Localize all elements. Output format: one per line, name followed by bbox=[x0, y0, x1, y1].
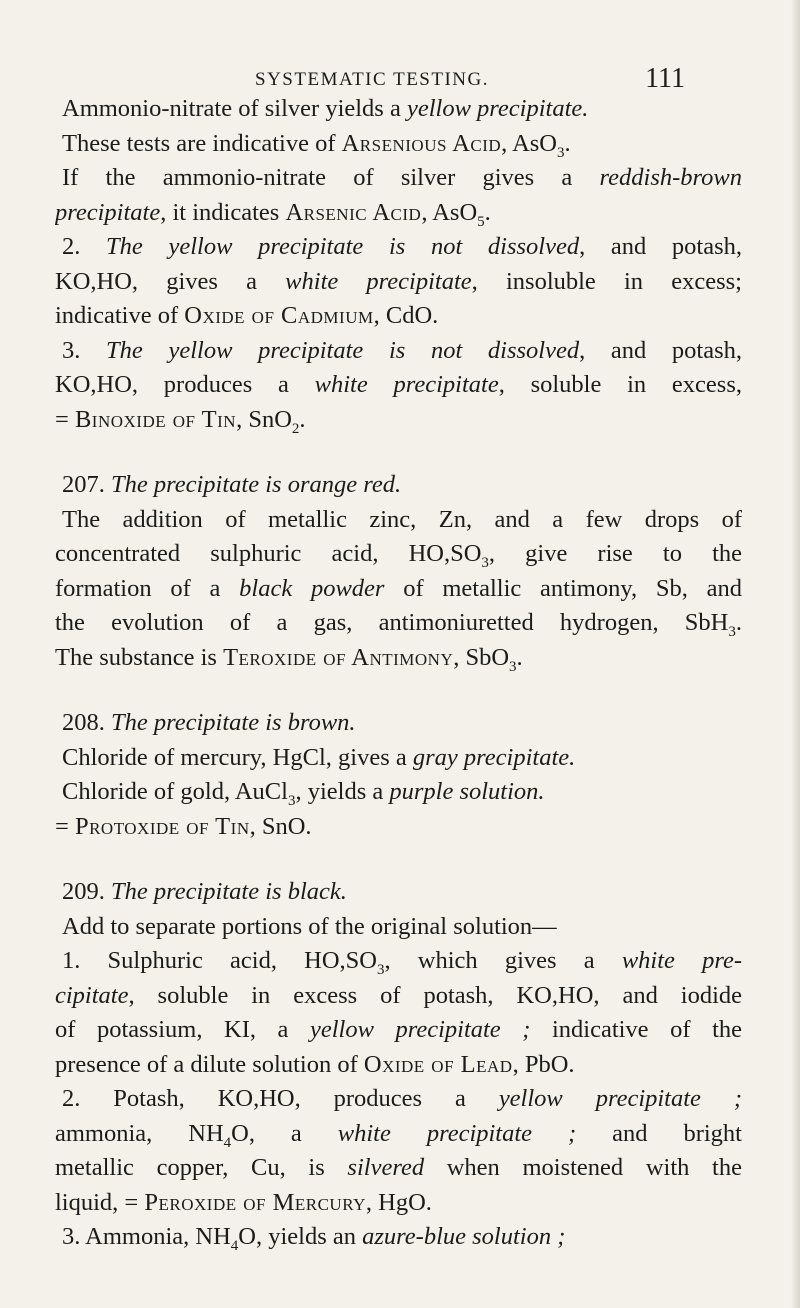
text-segment: = bbox=[55, 405, 75, 433]
small-caps-text: Oxide of Cadmium bbox=[184, 302, 374, 329]
italic-text: cipitate bbox=[55, 981, 129, 1009]
text-segment: concentrated sulphuric acid, HO,SO bbox=[55, 540, 482, 567]
text-segment: 207. bbox=[62, 471, 111, 498]
text-segment: , SbO bbox=[453, 643, 510, 671]
text-segment: O, yields an bbox=[238, 1223, 363, 1250]
text-segment: , soluble in excess of potash, KO,HO, and iodide bbox=[128, 981, 742, 1009]
text-line bbox=[55, 1117, 742, 1152]
text-line bbox=[55, 1048, 742, 1083]
text-line bbox=[62, 706, 742, 741]
body-text bbox=[55, 92, 742, 1255]
text-segment: , AsO bbox=[501, 129, 557, 157]
small-caps-text: Binoxide of Tin bbox=[74, 405, 237, 433]
text-segment: 2. Potash, KO,HO, produces a bbox=[62, 1085, 499, 1112]
text-segment: ammonia, NH bbox=[55, 1119, 224, 1147]
text-segment: . bbox=[735, 609, 742, 636]
text-segment: , SnO bbox=[236, 405, 292, 433]
text-segment: , insoluble in excess; bbox=[471, 267, 742, 295]
italic-text: purple solution. bbox=[389, 778, 545, 805]
text-line bbox=[62, 741, 742, 776]
italic-text: yellow precipitate ; bbox=[498, 1085, 742, 1112]
text-segment: 3. Ammonia, NH bbox=[62, 1223, 231, 1250]
text-segment: The addition of metallic zinc, Zn, and a few drops of bbox=[62, 505, 742, 533]
small-caps-text: Teroxide of Antimony bbox=[223, 643, 454, 671]
text-line bbox=[62, 875, 742, 910]
text-line bbox=[62, 503, 742, 538]
text-segment: of potassium, KI, a bbox=[55, 1016, 310, 1043]
text-segment: KO,HO, produces a bbox=[55, 371, 315, 398]
text-segment: 208. bbox=[62, 709, 111, 736]
text-segment: liquid, = bbox=[55, 1188, 145, 1216]
subscript: 4 bbox=[230, 1238, 239, 1254]
text-segment: presence of a dilute solution of bbox=[55, 1050, 364, 1078]
italic-text: The yellow precipitate is not dissolved bbox=[106, 336, 580, 364]
italic-text: white pre- bbox=[621, 947, 742, 974]
text-line bbox=[55, 641, 742, 676]
text-line bbox=[55, 1186, 742, 1221]
text-segment: Chloride of mercury, HgCl, gives a bbox=[62, 743, 413, 771]
subscript: 3 bbox=[728, 624, 736, 640]
text-line bbox=[55, 368, 742, 403]
text-segment: when moistened with the bbox=[424, 1154, 742, 1181]
text-line bbox=[62, 1082, 742, 1117]
subscript: 3 bbox=[481, 555, 489, 571]
running-title: SYSTEMATIC TESTING. bbox=[255, 69, 489, 90]
text-segment: , and potash, bbox=[579, 233, 742, 260]
text-segment: and bright bbox=[576, 1119, 742, 1147]
small-caps-text: Arsenic Acid bbox=[285, 198, 422, 226]
text-segment: indicative of bbox=[55, 302, 185, 329]
text-segment: 209. bbox=[62, 878, 111, 905]
italic-text: white precipitate ; bbox=[337, 1119, 577, 1147]
italic-text: gray precipitate. bbox=[412, 743, 576, 771]
text-line bbox=[62, 334, 742, 369]
text-segment: These tests are indicative of bbox=[62, 129, 342, 157]
text-segment: KO,HO, gives a bbox=[55, 267, 286, 295]
text-line bbox=[55, 606, 742, 641]
text-line bbox=[55, 572, 742, 607]
italic-text: white precipitate bbox=[285, 267, 472, 295]
paragraph-gap bbox=[62, 437, 742, 468]
paragraph-gap bbox=[62, 675, 742, 706]
small-caps-text: Oxide of Lead bbox=[363, 1050, 513, 1078]
text-segment: indicative of the bbox=[530, 1016, 742, 1043]
italic-text: yellow precipitate ; bbox=[309, 1016, 531, 1043]
italic-text: white precipitate bbox=[314, 371, 499, 398]
text-segment: , give rise to the bbox=[488, 540, 742, 567]
italic-text: The precipitate is black. bbox=[111, 878, 347, 905]
text-line bbox=[62, 468, 742, 503]
text-segment: Chloride of gold, AuCl bbox=[62, 778, 288, 805]
text-segment: O, a bbox=[231, 1119, 338, 1147]
text-segment: . bbox=[299, 405, 306, 433]
text-line bbox=[62, 1220, 742, 1255]
text-line bbox=[62, 127, 742, 162]
text-line bbox=[62, 161, 742, 196]
subscript: 2 bbox=[291, 420, 300, 437]
page-number: 111 bbox=[645, 63, 685, 94]
italic-text: reddish-brown bbox=[599, 164, 742, 191]
subscript: 3 bbox=[509, 658, 517, 675]
subscript: 4 bbox=[223, 1134, 232, 1151]
paragraph-gap bbox=[62, 844, 742, 875]
subscript: 5 bbox=[477, 213, 485, 230]
text-segment: = bbox=[55, 812, 75, 840]
text-line bbox=[55, 403, 742, 438]
subscript: 3 bbox=[376, 962, 385, 978]
text-segment: , AsO bbox=[421, 198, 478, 226]
text-segment: Ammonio-nitrate of silver yields a bbox=[62, 95, 407, 122]
text-segment: , PbO. bbox=[512, 1050, 575, 1078]
text-segment: , which gives a bbox=[384, 947, 622, 974]
text-line bbox=[55, 537, 742, 572]
italic-text: azure-blue solution ; bbox=[362, 1223, 566, 1250]
text-line bbox=[62, 910, 742, 945]
italic-text: precipitate bbox=[55, 198, 161, 226]
text-segment: , and potash, bbox=[579, 336, 742, 364]
text-segment: , it indicates bbox=[160, 198, 286, 226]
italic-text: silvered bbox=[347, 1154, 425, 1181]
text-segment: . bbox=[516, 643, 523, 671]
text-segment: 1. Sulphuric acid, HO,SO bbox=[62, 947, 377, 974]
text-segment: Add to separate portions of the original solution— bbox=[62, 912, 557, 940]
subscript: 3 bbox=[287, 793, 296, 809]
text-segment: formation of a bbox=[55, 574, 240, 602]
text-segment: , SnO. bbox=[249, 812, 312, 840]
small-caps-text: Protoxide of Tin bbox=[74, 812, 250, 840]
page-edge-shadow bbox=[791, 0, 800, 1308]
text-segment: metallic copper, Cu, is bbox=[55, 1154, 348, 1181]
text-segment: 2. bbox=[62, 233, 107, 260]
text-segment: , soluble in excess, bbox=[498, 371, 742, 398]
italic-text: The yellow precipitate is not dissolved bbox=[106, 233, 580, 260]
text-line bbox=[55, 265, 742, 300]
text-segment: If the ammonio-nitrate of silver gives a bbox=[62, 164, 600, 191]
small-caps-text: Peroxide of Mercury bbox=[144, 1188, 366, 1216]
text-line bbox=[62, 230, 742, 265]
text-segment: 3. bbox=[62, 336, 107, 364]
italic-text: black powder bbox=[239, 574, 385, 602]
text-line bbox=[62, 944, 742, 979]
text-segment: , HgO. bbox=[365, 1188, 432, 1216]
text-segment: . bbox=[564, 129, 571, 157]
text-line bbox=[55, 1013, 742, 1048]
italic-text: The precipitate is brown. bbox=[111, 709, 356, 736]
italic-text: yellow precipitate. bbox=[406, 95, 589, 122]
text-line bbox=[62, 92, 742, 127]
text-segment: , yields a bbox=[295, 778, 390, 805]
text-line bbox=[55, 979, 742, 1014]
text-segment: . bbox=[484, 198, 491, 226]
text-line bbox=[55, 810, 742, 845]
text-line bbox=[55, 196, 742, 231]
text-line bbox=[55, 1151, 742, 1186]
text-line bbox=[55, 299, 742, 334]
italic-text: The precipitate is orange red. bbox=[111, 471, 402, 498]
text-segment: of metallic antimony, Sb, and bbox=[384, 574, 742, 602]
text-segment: , CdO. bbox=[373, 302, 439, 329]
text-segment: the evolution of a gas, antimoniuretted hydrogen, SbH bbox=[55, 609, 729, 636]
text-line bbox=[62, 775, 742, 810]
subscript: 3 bbox=[557, 144, 565, 161]
small-caps-text: Arsenious Acid bbox=[341, 129, 502, 157]
text-segment: The substance is bbox=[55, 643, 224, 671]
